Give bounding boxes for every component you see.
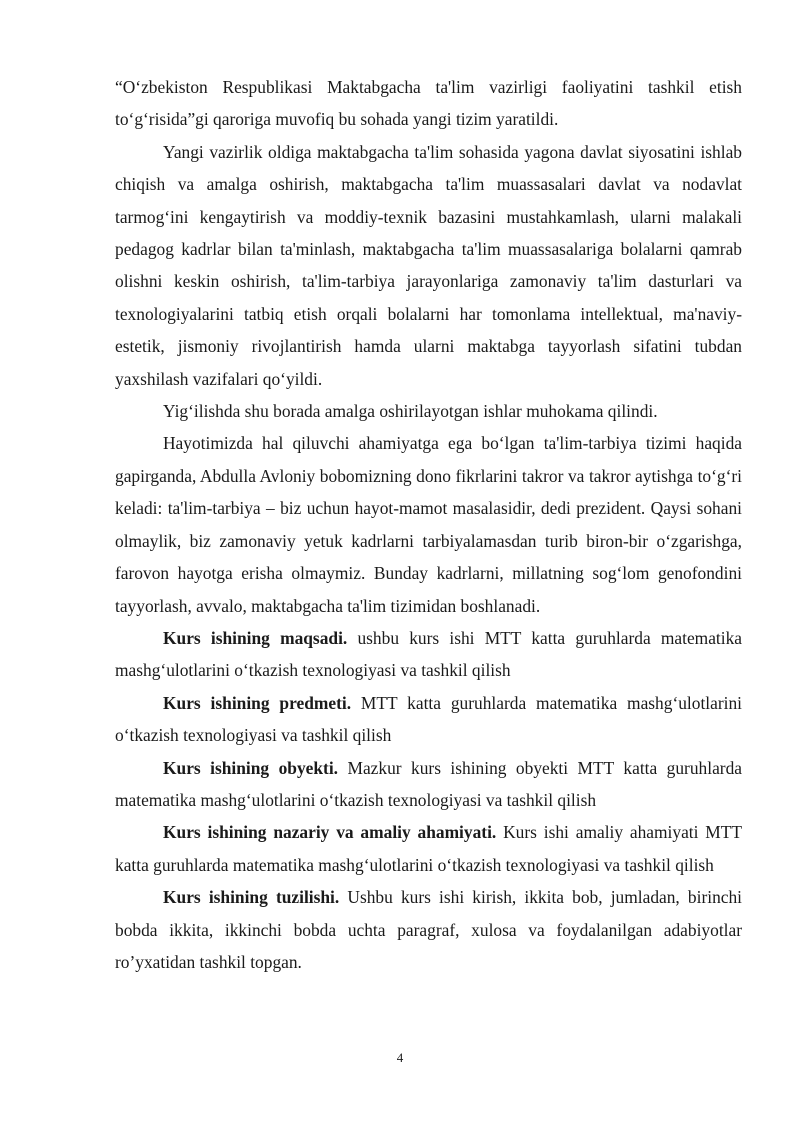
paragraph-heading: Kurs ishining predmeti. [163,692,352,713]
paragraph-text: Yangi vazirlik oldiga maktabgacha ta'lim sohasida yagona davlat siyosatini ishlab chiqish va amalga oshirish, maktabgacha ta'lim muassasalari davlat va nodavlat tarmog‘ini kengaytirish va moddiy-texnik bazasini mustahkamlash, ularni malakali pedagog kadrlar bilan ta'minlash, maktabgacha ta'lim muassasalariga bolalarni qamrab olishni keskin oshirish, ta'lim-tarbiya jarayonlariga zamonaviy ta'lim dasturlari va texnologiyalarini tatbiq etish orqali bolalarni har tomonlama intellektual, ma'naviy-estetik, jismoniy rivojlantirish hamda ularni maktabga tayyorlash sifatini tubdan yaxshilash vazifalari qo‘yildi. [115,141,742,389]
paragraph-text: Hayotimizda hal qiluvchi ahamiyatga ega bo‘lgan ta'lim-tarbiya tizimi haqida gapirganda, Abdulla Avloniy bobomizning dono fikrlarini takror va takror aytishga to‘g‘ri keladi: ta'lim-tarbiya – biz uchun hayot-mamot masalasidir, dedi prezident. Qaysi sohani olmaylik, biz zamonaviy yetuk kadrlarni tarbiyalamasdan turib biron-bir o‘zgarishga, farovon hayotga erisha olmaymiz. Bunday kadrlarni, millatning sog‘lom genofondini tayyorlash, avvalo, maktabgacha ta'lim tizimidan boshlanadi. [115,433,742,616]
paragraph-heading: Kurs ishining maqsadi. [163,627,348,648]
paragraph-heading: Kurs ishining tuzilishi. [163,887,340,908]
page-number: 4 [396,1050,404,1065]
paragraph-course-significance [115,816,742,881]
paragraph-course-object [115,752,742,817]
paragraph-text: Mazkur kurs ishining obyekti MTT katta guruhlarda matematika mashg‘ulotlarini o‘tkazish texnologiyasi va tashkil qilish [115,757,742,810]
paragraph-text: Ushbu kurs ishi kirish, ikkita bob, jumladan, birinchi bobda ikkita, ikkinchi bobda uchta paragraf, xulosa va foydalanilgan adabiyotlar ro’yxatidan tashkil topgan. [115,887,743,972]
paragraph-text: Yig‘ilishda shu borada amalga oshirilayotgan ishlar muhokama qilindi. [163,401,658,422]
paragraph-course-structure [115,881,742,978]
paragraph-text: ushbu kurs ishi MTT katta guruhlarda matematika mashg‘ulotlarini o‘tkazish texnologiyasi va tashkil qilish [115,627,742,681]
paragraph-meeting [115,395,742,427]
paragraph-ministry-tasks [115,136,742,395]
paragraph-course-goal [115,622,742,687]
paragraph-text: MTT katta guruhlarda matematika mashg‘ulotlarini o‘tkazish texnologiyasi va tashkil qilish [115,692,742,746]
paragraph-heading: Kurs ishining nazariy va amaliy ahamiyati. [163,822,497,843]
paragraph-education-importance [115,427,742,621]
paragraph-text: Kurs ishi amaliy ahamiyati MTT katta guruhlarda matematika mashg‘ulotlarini o‘tkazish texnologiyasi va tashkil qilish [115,822,743,875]
paragraph-course-subject [115,687,742,752]
paragraph-heading: Kurs ishining obyekti. [163,757,339,778]
document-body [115,71,742,978]
paragraph-decree [115,71,742,136]
paragraph-text: “O‘zbekiston Respublikasi Maktabgacha ta'lim vazirligi faoliyatini tashkil etish to‘g‘risida”gi qaroriga muvofiq bu sohada yangi tizim yaratildi. [115,77,742,130]
